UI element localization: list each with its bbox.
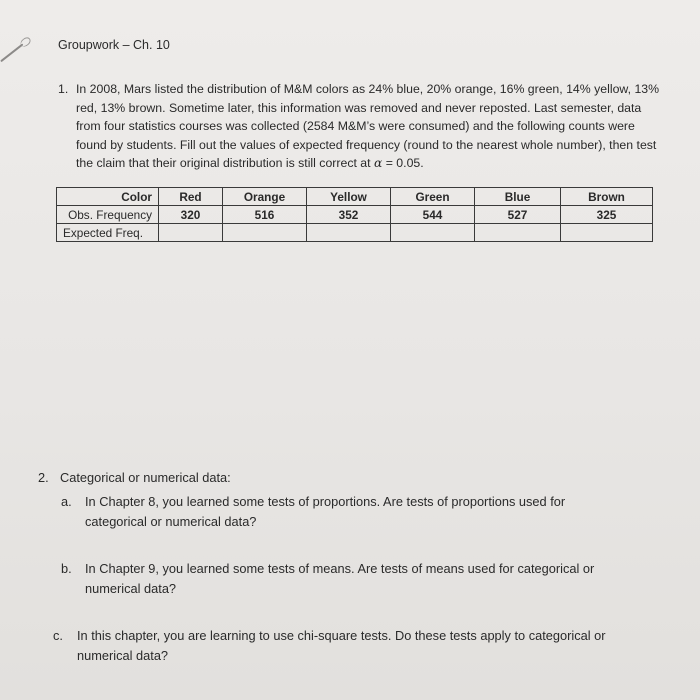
question-2-number: 2.	[38, 470, 49, 485]
observed-orange: 516	[223, 206, 307, 224]
table-header-row	[57, 188, 653, 206]
question-1	[58, 80, 668, 173]
question-2a-label: a.	[61, 494, 72, 509]
mm-frequency-table	[56, 187, 653, 242]
observed-yellow: 352	[307, 206, 391, 224]
observed-brown: 325	[561, 206, 653, 224]
question-2a-text: In Chapter 8, you learned some tests of proportions. Are tests of proportions used for categorical or numerical data?	[85, 494, 566, 529]
question-1-number: 1.	[58, 82, 69, 96]
color-brown: Brown	[561, 188, 653, 206]
question-1-text	[76, 80, 668, 173]
question-1-alpha-value: = 0.05.	[382, 156, 424, 171]
question-2b-text: In Chapter 9, you learned some tests of means. Are tests of means used for categorical or numerical data?	[85, 561, 595, 596]
question-1-main-text: In 2008, Mars listed the distribution of M&M colors as 24% blue, 20% orange, 16% green, 14% yellow, 13% red, 13% brown. Sometime later, this information was removed and never reposted. Last semester, data from four statistics courses was collected (2584 M&M’s were consumed) and the following counts were found by students. Fill out the values of expected frequency (round to the nearest whole number), then test the claim that their original distribution is still correct at	[76, 82, 660, 171]
observed-blue: 527	[475, 206, 561, 224]
page-title: Groupwork – Ch. 10	[58, 38, 170, 52]
observed-red: 320	[159, 206, 223, 224]
expected-red-cell[interactable]	[159, 224, 223, 242]
question-2-heading: Categorical or numerical data:	[60, 470, 231, 485]
question-2b	[61, 559, 621, 599]
observed-green: 544	[391, 206, 475, 224]
pencil-mark-icon	[0, 38, 32, 65]
expected-yellow-cell[interactable]	[307, 224, 391, 242]
expected-label: Expected Freq.	[57, 224, 159, 242]
color-yellow: Yellow	[307, 188, 391, 206]
question-2c	[53, 626, 613, 666]
color-blue: Blue	[475, 188, 561, 206]
question-2	[38, 468, 658, 488]
expected-brown-cell[interactable]	[561, 224, 653, 242]
expected-green-cell[interactable]	[391, 224, 475, 242]
question-2b-label: b.	[61, 561, 72, 576]
expected-frequency-row	[57, 224, 653, 242]
alpha-symbol: α	[373, 156, 383, 171]
color-header-label: Color	[57, 188, 159, 206]
question-2c-text: In this chapter, you are learning to use chi-square tests. Do these tests apply to categorical or numerical data?	[77, 628, 606, 663]
observed-frequency-row	[57, 206, 653, 224]
question-2a	[61, 492, 621, 532]
color-red: Red	[159, 188, 223, 206]
expected-blue-cell[interactable]	[475, 224, 561, 242]
color-orange: Orange	[223, 188, 307, 206]
observed-label: Obs. Frequency	[57, 206, 159, 224]
question-2c-label: c.	[53, 628, 63, 643]
color-green: Green	[391, 188, 475, 206]
expected-orange-cell[interactable]	[223, 224, 307, 242]
